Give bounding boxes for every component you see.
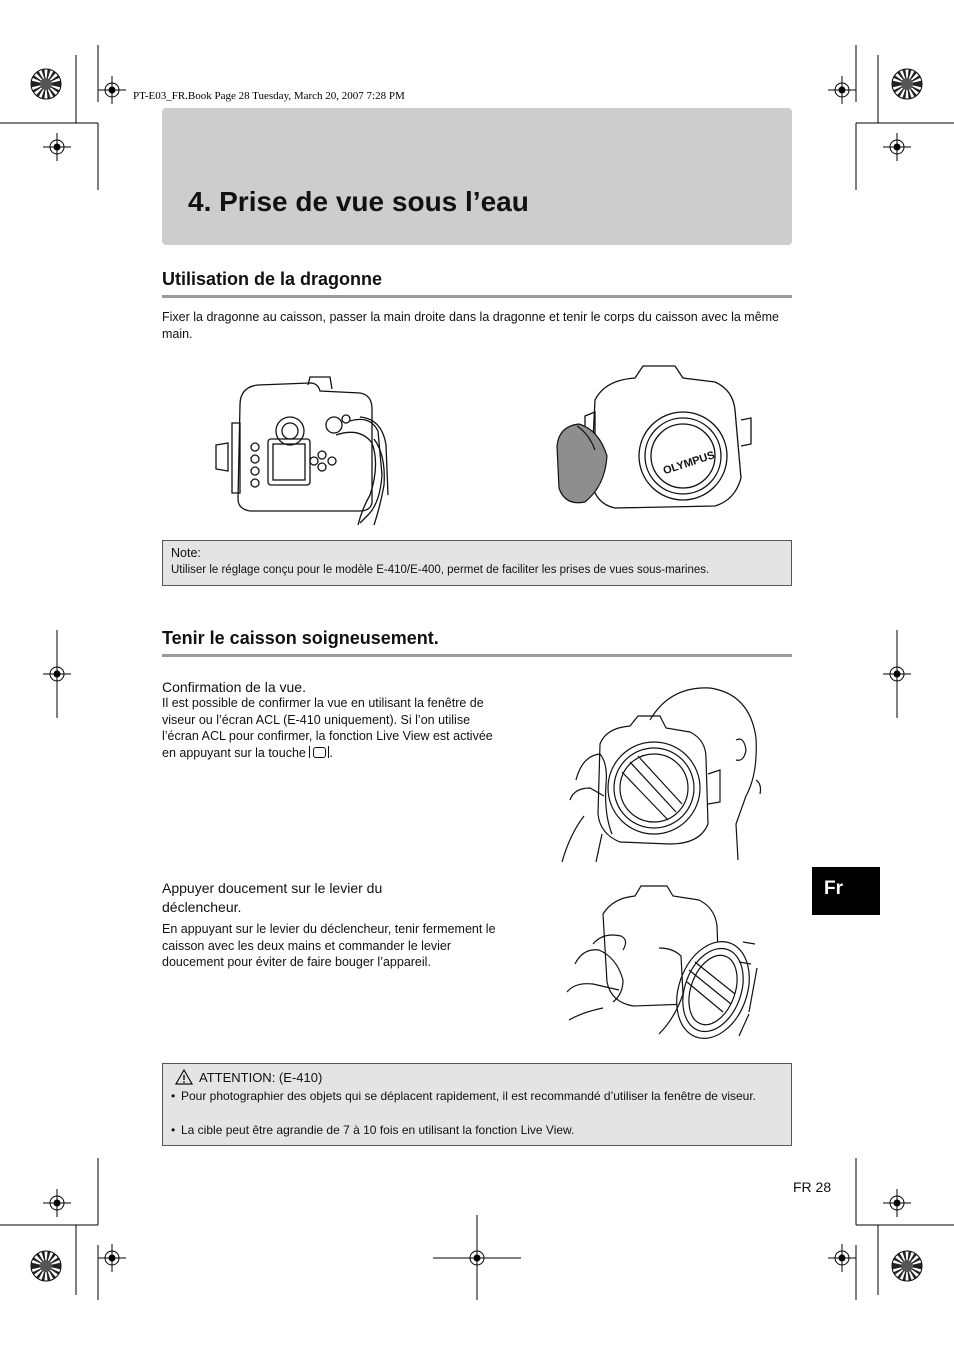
lcd-display-icon [309, 746, 329, 758]
attention-item: • La cible peut être agrandie de 7 à 10 fois en utilisant la fonction Live View. [171, 1123, 575, 1137]
subsection-body-shutter: En appuyant sur le levier du déclencheur, tenir fermement le caisson avec les deux mains et commander le levier doucement pour éviter de faire bouger l’appareil. [162, 922, 496, 969]
print-header: PT-E03_FR.Book Page 28 Tuesday, March 20, 2007 7:28 PM [133, 90, 405, 102]
strap-instructions: Fixer la dragonne au caisson, passer la main droite dans la dragonne et tenir le corps du caisson avec la même main. [162, 310, 780, 341]
housing-rear-strap-illustration [210, 375, 425, 530]
subsection-title-view: Confirmation de la vue. [162, 679, 306, 695]
attention-item-text: La cible peut être agrandie de 7 à 10 fois en utilisant la fonction Live View. [181, 1123, 575, 1137]
subsection-title-shutter: Appuyer doucement sur le levier du déclencheur. [162, 880, 383, 915]
warning-triangle-icon [175, 1069, 193, 1085]
attention-title [175, 1069, 322, 1085]
note-title: Note: [171, 546, 201, 560]
section-divider [162, 295, 792, 298]
housing-front-strap-illustration [555, 360, 755, 528]
language-tab-label: Fr [824, 878, 843, 899]
lens-brand-label: OLYMPUS [661, 449, 717, 478]
shutter-lever-illustration [563, 884, 763, 1044]
chapter-title-banner [162, 108, 792, 245]
section-divider [162, 654, 792, 657]
view-body-end: . [329, 745, 333, 760]
language-tab [812, 867, 880, 915]
attention-item-text: Pour photographier des objets qui se déplacent rapidement, il est recommandé d’utiliser la fenêtre de viseur. [181, 1089, 756, 1103]
attention-box [162, 1063, 792, 1146]
section-heading-strap: Utilisation de la dragonne [162, 269, 383, 289]
diver-viewfinder-illustration [560, 684, 768, 862]
attention-title-text: ATTENTION: (E-410) [199, 1069, 323, 1085]
section-heading-handling: Tenir le caisson soigneusement. [162, 628, 439, 648]
note-text: Utiliser le réglage conçu pour le modèle E-410/E-400, permet de faciliter les prises de vues sous-marines. [171, 564, 710, 576]
view-body-text: Il est possible de confirmer la vue en utilisant la fenêtre de viseur ou l’écran ACL (E-410 uniquement). Si l’on utilise l’écran ACL pour confirmer, la fonction Live View est activée en appuyant sur la touche [162, 696, 493, 760]
note-box [162, 540, 792, 586]
chapter-title: 4. Prise de vue sous l’eau [188, 186, 529, 217]
page-number: FR 28 [793, 1179, 832, 1195]
attention-item: • Pour photographier des objets qui se déplacent rapidement, il est recommandé d’utiliser la fenêtre de viseur. [171, 1089, 756, 1103]
subsection-body-view [162, 695, 507, 761]
